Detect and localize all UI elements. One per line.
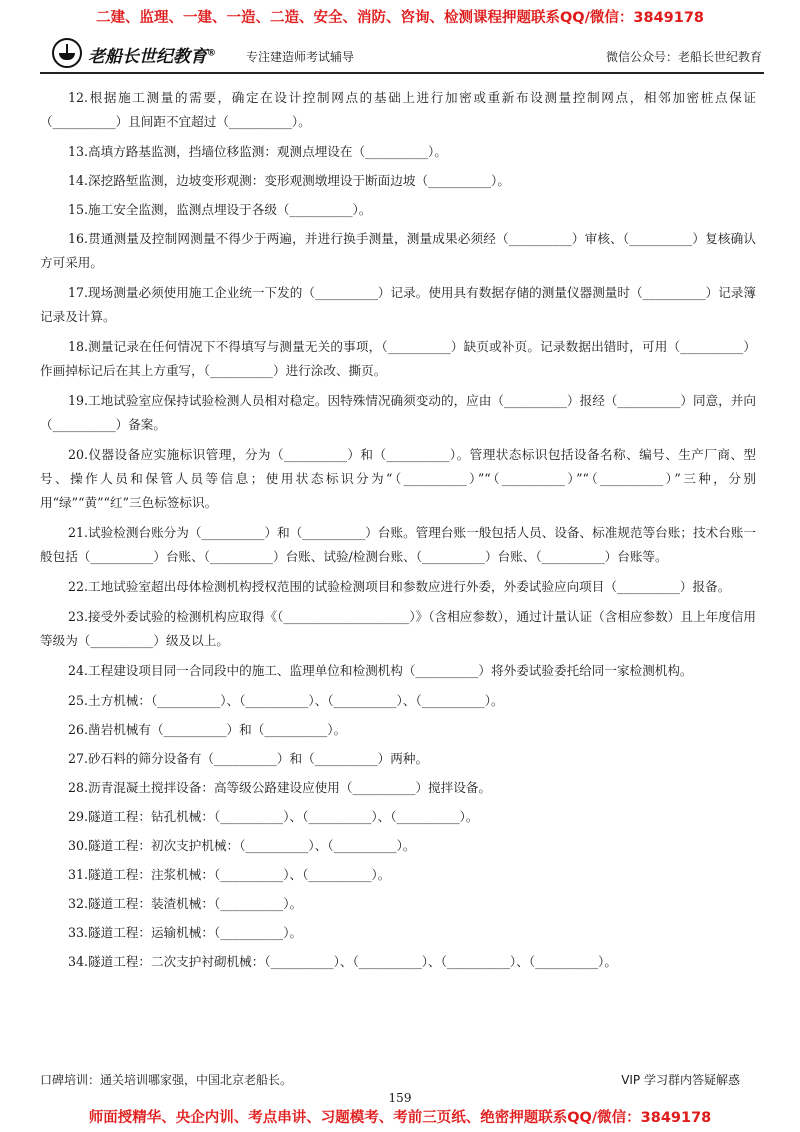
question-item: 20.仪器设备应实施标识管理，分为（__________）和（__________）。管理状态标识包括设备名称、编号、生产厂商、型号、操作人员和保管人员等信息；使用状态标识分为“（__________）”“（__________）”“（__________）”三种，分别用“绿”“黄”“红”三色标签标识。: [40, 447, 756, 510]
question-item: 18.测量记录在任何情况下不得填写与测量无关的事项，（__________）缺页或补页。记录数据出错时，可用（__________）作画掉标记后在其上方重写，（__________）进行涂改、撕页。: [40, 339, 756, 378]
header-wechat-account: 微信公众号：老船长世纪教育: [605, 50, 762, 64]
page-number: 159: [388, 1091, 412, 1105]
question-item: 19.工地试验室应保持试验检测人员相对稳定。因特殊情况确须变动的，应由（__________）报经（__________）同意，并向（__________）备案。: [40, 393, 756, 432]
question-item: 30.隧道工程：初次支护机械：（__________）、（__________）。: [68, 838, 416, 853]
footer-slogan: 口碑培训：通关培训哪家强，中国北京老船长。: [40, 1073, 293, 1087]
question-item: 15.施工安全监测，监测点埋设于各级（__________）。: [68, 202, 372, 217]
question-item: 17.现场测量必须使用施工企业统一下发的（__________）记录。使用具有数据存储的测量仪器测量时（__________）记录簿记录及计算。: [40, 285, 756, 324]
question-item: 26.凿岩机械有（__________）和（__________）。: [68, 722, 347, 737]
header-tagline: 专注建造师考试辅导: [246, 50, 355, 64]
question-item: 31.隧道工程：注浆机械：（__________）、（__________）。: [68, 867, 391, 882]
top-promo-banner: 二建、监理、一建、一造、二造、安全、消防、咨询、检测课程押题联系QQ/微信：3849178: [95, 10, 705, 26]
question-item: 25.土方机械：（__________）、（__________）、（__________）、（__________）。: [68, 693, 504, 708]
question-item: 28.沥青混凝土搅拌设备：高等级公路建设应使用（__________）搅拌设备。: [68, 780, 492, 795]
question-item: 23.接受外委试验的检测机构应取得《（____________________）》（含相应参数），通过计量认证（含相应参数）且上年度信用等级为（__________）级及以上。: [40, 609, 756, 648]
question-item: 22.工地试验室超出母体检测机构授权范围的试验检测项目和参数应进行外委，外委试验应向项目（__________）报备。: [68, 579, 731, 594]
question-item: 34.隧道工程：二次支护衬砌机械：（__________）、（__________）、（__________）、（__________）。: [68, 954, 617, 969]
question-item: 33.隧道工程：运输机械：（__________）。: [68, 925, 303, 940]
question-item: 29.隧道工程：钻孔机械：（__________）、（__________）、（__________）。: [68, 809, 479, 824]
question-item: 21.试验检测台账分为（__________）和（__________）台账。管理台账一般包括人员、设备、标准规范等台账；技术台账一般包括（__________）台账、（__________）台账、试验/检测台账、（__________）台账、（__________）台账等。: [40, 525, 756, 564]
question-item: 32.隧道工程：装渣机械：（__________）。: [68, 896, 303, 911]
question-item: 16.贯通测量及控制网测量不得少于两遍，并进行换手测量，测量成果必须经（__________）审核、（__________）复核确认方可采用。: [40, 231, 756, 270]
bottom-promo-banner: 师面授精华、央企内训、考点串讲、习题模考、考前三页纸、绝密押题联系QQ/微信：3849178: [88, 1110, 712, 1126]
question-item: 27.砂石料的筛分设备有（__________）和（__________）两种。: [68, 751, 429, 766]
ship-logo-icon: [52, 38, 82, 68]
question-list: [40, 86, 756, 980]
footer-vip-note: VIP 学习群内答疑解惑: [621, 1073, 740, 1087]
question-item: 14.深挖路堑监测，边坡变形观测：变形观测墩埋设于断面边坡（__________）。: [68, 173, 510, 188]
brand-logo: [40, 38, 260, 70]
brand-name: 老船长世纪教育®: [88, 47, 216, 67]
page-header: [40, 38, 764, 74]
question-item: 12.根据施工测量的需要，确定在设计控制网点的基础上进行加密或重新布设测量控制网点，相邻加密桩点保证（__________）且间距不宜超过（__________）。: [40, 90, 756, 129]
question-item: 13.高填方路基监测，挡墙位移监测：观测点埋设在（__________）。: [68, 144, 447, 159]
question-item: 24.工程建设项目同一合同段中的施工、监理单位和检测机构（__________）将外委试验委托给同一家检测机构。: [68, 663, 693, 678]
